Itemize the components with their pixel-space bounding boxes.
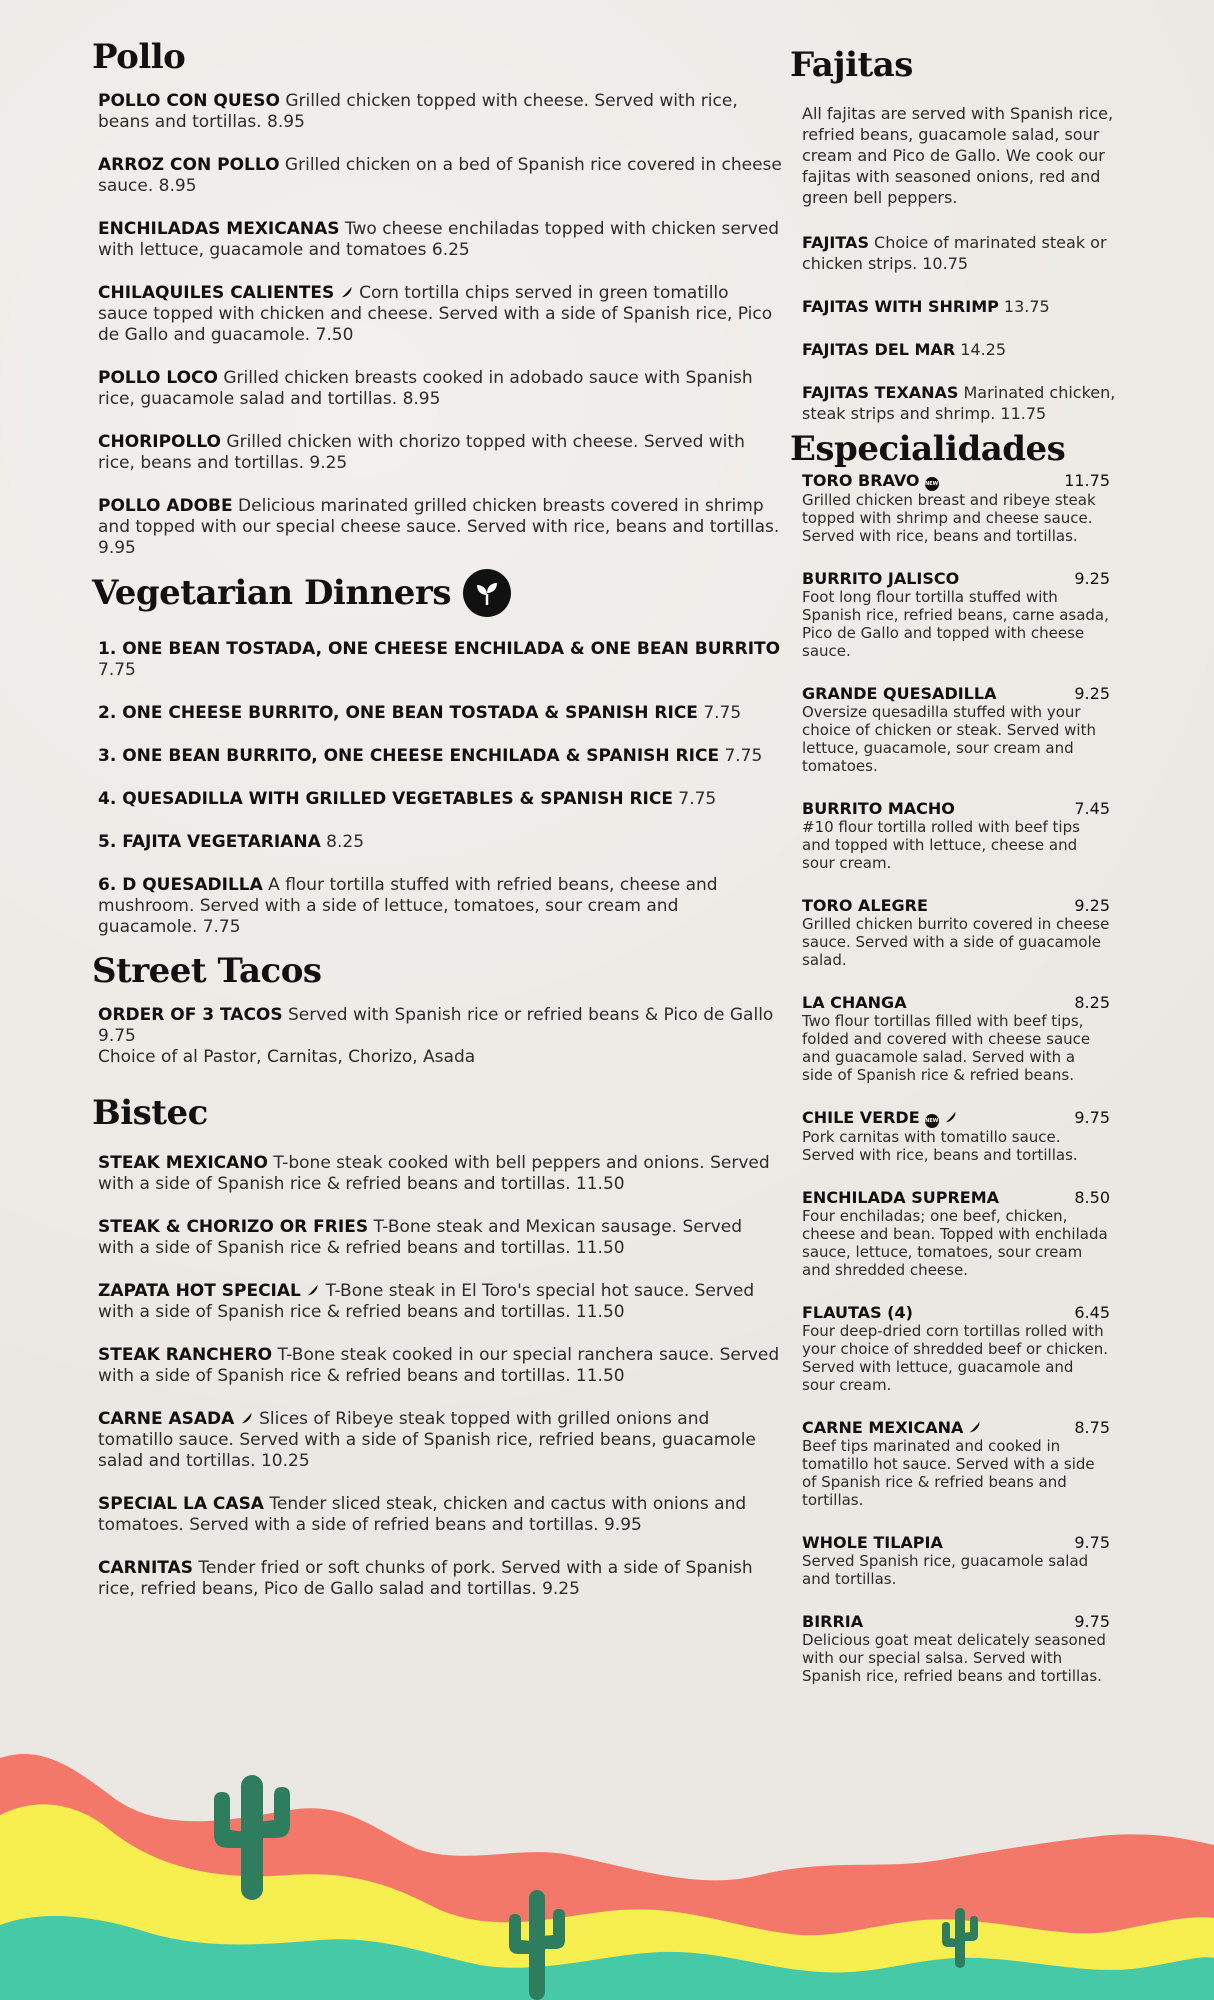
item-desc: Marinated chicken, steak strips and shrimp. 11.75 [802,383,1116,424]
item-name: ZAPATA HOT SPECIAL [98,1281,301,1302]
menu-item [802,569,1110,660]
item-price: 9.75 [1074,1533,1110,1553]
vegetarian-header [92,569,782,617]
item-desc: Beef tips marinated and cooked in tomatillo hot sauce. Served with a side of Spanish rice & refried beans and tortillas. [802,1437,1095,1510]
item-choice: Choice of al Pastor, Carnitas, Chorizo, Asada [98,1047,476,1068]
menu-item [98,875,782,938]
section-title-fajitas: Fajitas [790,45,913,85]
item-desc: Foot long flour tortilla stuffed with Spanish rice, refried beans, carne asada, Pico de Gallo and topped with cheese sauce. [802,588,1109,661]
new-badge-icon: NEW [925,1114,939,1128]
item-name: STEAK MEXICANO [98,1153,268,1174]
menu-item [98,1558,782,1600]
menu-item [802,896,1110,969]
section-title-bistec: Bistec [92,1093,208,1134]
menu-item [802,339,1120,360]
item-desc: 7.75 [719,746,763,767]
item-desc: Grilled chicken with chorizo topped with cheese. Served with rice, beans and tortillas. 9.25 [98,432,745,474]
item-desc: Grilled chicken breast and ribeye steak topped with shrimp and cheese sauce. Served with rice, beans and tortillas. [802,491,1096,546]
menu-item [802,1303,1110,1394]
item-name: ENCHILADAS MEXICANAS [98,219,340,240]
item-desc: Delicious marinated grilled chicken breasts covered in shrimp and topped with our special cheese sauce. Served with rice, beans and tortillas. 9.95 [98,496,780,559]
especialidades-list [790,471,1120,1685]
item-name: 5. FAJITA VEGETARIANA [98,832,321,853]
menu-item [98,1409,782,1472]
menu-item [98,1494,782,1536]
right-column [790,46,1120,1709]
item-name: CARNE ASADA [98,1409,235,1430]
item-name: CARNITAS [98,1558,193,1579]
item-name: LA CHANGA [802,993,907,1013]
leaf-icon [463,569,511,617]
fajitas-intro: All fajitas are served with Spanish rice, refried beans, guacamole salad, sour cream and Pico de Gallo. We cook our fajitas with seasoned onions, red and green bell peppers. [802,104,1114,208]
menu-item [802,382,1120,424]
chili-pepper-icon [944,1110,958,1124]
item-desc: Four enchiladas; one beef, chicken, cheese and bean. Topped with enchilada sauce, lettuce, tomatoes, sour cream and shredded cheese. [802,1207,1108,1280]
menu-item [98,639,782,681]
menu-item [802,232,1120,274]
menu-item [802,471,1110,545]
item-name: TORO BRAVO [802,471,920,491]
menu-item [98,789,782,810]
item-name: GRANDE QUESADILLA [802,684,997,704]
chili-pepper-icon [306,1283,320,1297]
item-desc: 14.25 [955,340,1007,360]
menu-item [98,432,782,474]
item-desc: Grilled chicken topped with cheese. Served with rice, beans and tortillas. 8.95 [98,91,738,133]
item-desc: Choice of marinated steak or chicken strips. 10.75 [802,233,1107,274]
fajitas-list [790,232,1120,424]
item-price: 6.45 [1074,1303,1110,1323]
item-desc: T-Bone steak cooked in our special ranchera sauce. Served with a side of Spanish rice & refried beans and tortillas. 11.50 [98,1345,780,1387]
item-price: 9.75 [1074,1612,1110,1632]
menu-item [98,703,782,724]
menu-item [802,799,1110,872]
pollo-list [92,91,782,559]
item-name: BURRITO JALISCO [802,569,960,589]
item-price: 9.25 [1074,569,1110,589]
item-name: 6. D QUESADILLA [98,875,263,896]
menu-item [802,1108,1110,1164]
menu-item [802,1612,1110,1685]
item-desc: Grilled chicken burrito covered in cheese sauce. Served with a side of guacamole salad. [802,915,1110,970]
item-name: SPECIAL LA CASA [98,1494,264,1515]
menu-item [98,368,782,410]
item-desc: Tender sliced steak, chicken and cactus with onions and tomatoes. Served with a side of refried beans and tortillas. 9.95 [98,1494,747,1536]
item-price: 9.25 [1074,896,1110,916]
menu-item [98,91,782,133]
item-price: 8.75 [1074,1418,1110,1438]
item-price: 9.75 [1074,1108,1110,1128]
item-desc: Four deep-dried corn tortillas rolled with your choice of shredded beef or chicken. Served with lettuce, guacamole and sour cream. [802,1322,1108,1395]
item-desc: #10 flour tortilla rolled with beef tips and topped with lettuce, cheese and sour cream. [802,818,1080,873]
section-title-street-tacos: Street Tacos [92,951,322,992]
menu-item [802,1533,1110,1588]
chili-pepper-icon [340,285,354,299]
item-desc: Served Spanish rice, guacamole salad and tortillas. [802,1552,1089,1589]
item-name: WHOLE TILAPIA [802,1533,943,1553]
section-title-vegetarian: Vegetarian Dinners [92,572,451,613]
item-name: TORO ALEGRE [802,896,928,916]
item-desc: Slices of Ribeye steak topped with grilled onions and tomatillo sauce. Served with a side of Spanish rice, refried beans, guacamole salad and tortillas. 10.25 [98,1409,756,1472]
menu-item [98,155,782,197]
left-column [92,38,782,1622]
item-name: ARROZ CON POLLO [98,155,280,176]
item-name: 1. ONE BEAN TOSTADA, ONE CHEESE ENCHILADA & ONE BEAN BURRITO [98,639,781,660]
item-desc: 7.75 [697,703,742,724]
item-desc: 8.25 [320,832,365,853]
item-desc: Two flour tortillas filled with beef tips, folded and covered with cheese sauce and guacamole salad. Served with a side of Spanish rice & refried beans. [802,1012,1091,1085]
item-desc: Grilled chicken breasts cooked in adobado sauce with Spanish rice, guacamole salad and tortillas. 8.95 [98,368,753,410]
menu-item [98,1345,782,1387]
menu-item [98,746,782,767]
item-name: BURRITO MACHO [802,799,955,819]
item-name: CHORIPOLLO [98,432,221,453]
item-name: FAJITAS DEL MAR [802,340,956,360]
item-desc: Tender fried or soft chunks of pork. Served with a side of Spanish rice, refried beans, Pico de Gallo salad and tortillas. 9.25 [98,1558,753,1600]
item-name: BIRRIA [802,1612,864,1632]
item-desc: T-Bone steak in El Toro's special hot sauce. Served with a side of Spanish rice & refried beans and tortillas. 11.50 [98,1281,755,1323]
item-desc: Two cheese enchiladas topped with chicken served with lettuce, guacamole and tomatoes 6.25 [98,219,780,261]
item-desc: 13.75 [998,297,1050,317]
item-desc: T-bone steak cooked with bell peppers and onions. Served with a side of Spanish rice & refried beans and tortillas. 11.50 [98,1153,770,1195]
menu-item [98,496,782,559]
item-desc: Oversize quesadilla stuffed with your choice of chicken or steak. Served with lettuce, guacamole, sour cream and tomatoes. [802,703,1096,776]
chili-pepper-icon [968,1420,982,1434]
item-name: 2. ONE CHEESE BURRITO, ONE BEAN TOSTADA & SPANISH RICE [98,703,698,724]
item-desc: Grilled chicken on a bed of Spanish rice covered in cheese sauce. 8.95 [98,155,782,197]
chili-pepper-icon [240,1411,254,1425]
item-desc: 7.75 [98,660,136,681]
desert-landscape [0,1740,1214,2000]
menu-item [98,219,782,261]
item-name: FAJITAS WITH SHRIMP [802,297,999,317]
section-title-pollo: Pollo [92,37,186,77]
item-desc: A flour tortilla stuffed with refried beans, cheese and mushroom. Served with a side of lettuce, tomatoes, sour cream and guacamole. 7.75 [98,875,718,938]
item-desc: 7.75 [672,789,717,810]
menu-item [802,1188,1110,1279]
item-name: CHILAQUILES CALIENTES [98,283,335,304]
menu-item [98,1153,782,1195]
item-name: 4. QUESADILLA WITH GRILLED VEGETABLES & SPANISH RICE [98,789,673,810]
item-name: CARNE MEXICANA [802,1418,964,1438]
bistec-list [92,1153,782,1600]
menu-item [802,1418,1110,1509]
item-name: POLLO ADOBE [98,496,233,517]
item-desc: Delicious goat meat delicately seasoned with our special salsa. Served with Spanish rice, refried beans and tortillas. [802,1631,1106,1686]
menu-item [98,283,782,346]
item-name: STEAK & CHORIZO OR FRIES [98,1217,369,1238]
item-name: FAJITAS [802,233,869,253]
item-desc: Pork carnitas with tomatillo sauce. Served with rice, beans and tortillas. [802,1128,1078,1165]
menu-item [98,1217,782,1259]
item-name: POLLO CON QUESO [98,91,280,112]
item-name: STEAK RANCHERO [98,1345,273,1366]
vegetarian-list [92,639,782,938]
new-badge-icon: NEW [925,477,939,491]
item-name: FLAUTAS (4) [802,1303,913,1323]
item-name: POLLO LOCO [98,368,218,389]
item-price: 8.25 [1074,993,1110,1013]
menu-item [802,296,1120,317]
item-name: ENCHILADA SUPREMA [802,1188,1000,1208]
item-name: ORDER OF 3 TACOS [98,1005,283,1026]
item-name: CHILE VERDE [802,1108,920,1128]
item-price: 8.50 [1074,1188,1110,1208]
item-name: FAJITAS TEXANAS [802,383,959,403]
item-price: 7.45 [1074,799,1110,819]
item-desc: T-Bone steak and Mexican sausage. Served with a side of Spanish rice & refried beans and tortillas. 11.50 [98,1217,743,1259]
section-title-especialidades: Especialidades [790,429,1066,470]
menu-item [98,1005,782,1068]
item-price: 9.25 [1074,684,1110,704]
menu-item [802,993,1110,1084]
menu-item [802,684,1110,775]
item-name: 3. ONE BEAN BURRITO, ONE CHEESE ENCHILADA & SPANISH RICE [98,746,720,767]
item-price: 11.75 [1064,471,1110,491]
item-desc: Corn tortilla chips served in green tomatillo sauce topped with chicken and cheese. Served with a side of Spanish rice, Pico de Gallo and guacamole. 7.50 [98,283,773,346]
item-desc: Served with Spanish rice or refried beans & Pico de Gallo 9.75 [98,1005,774,1047]
menu-item [98,832,782,853]
menu-item [98,1281,782,1323]
